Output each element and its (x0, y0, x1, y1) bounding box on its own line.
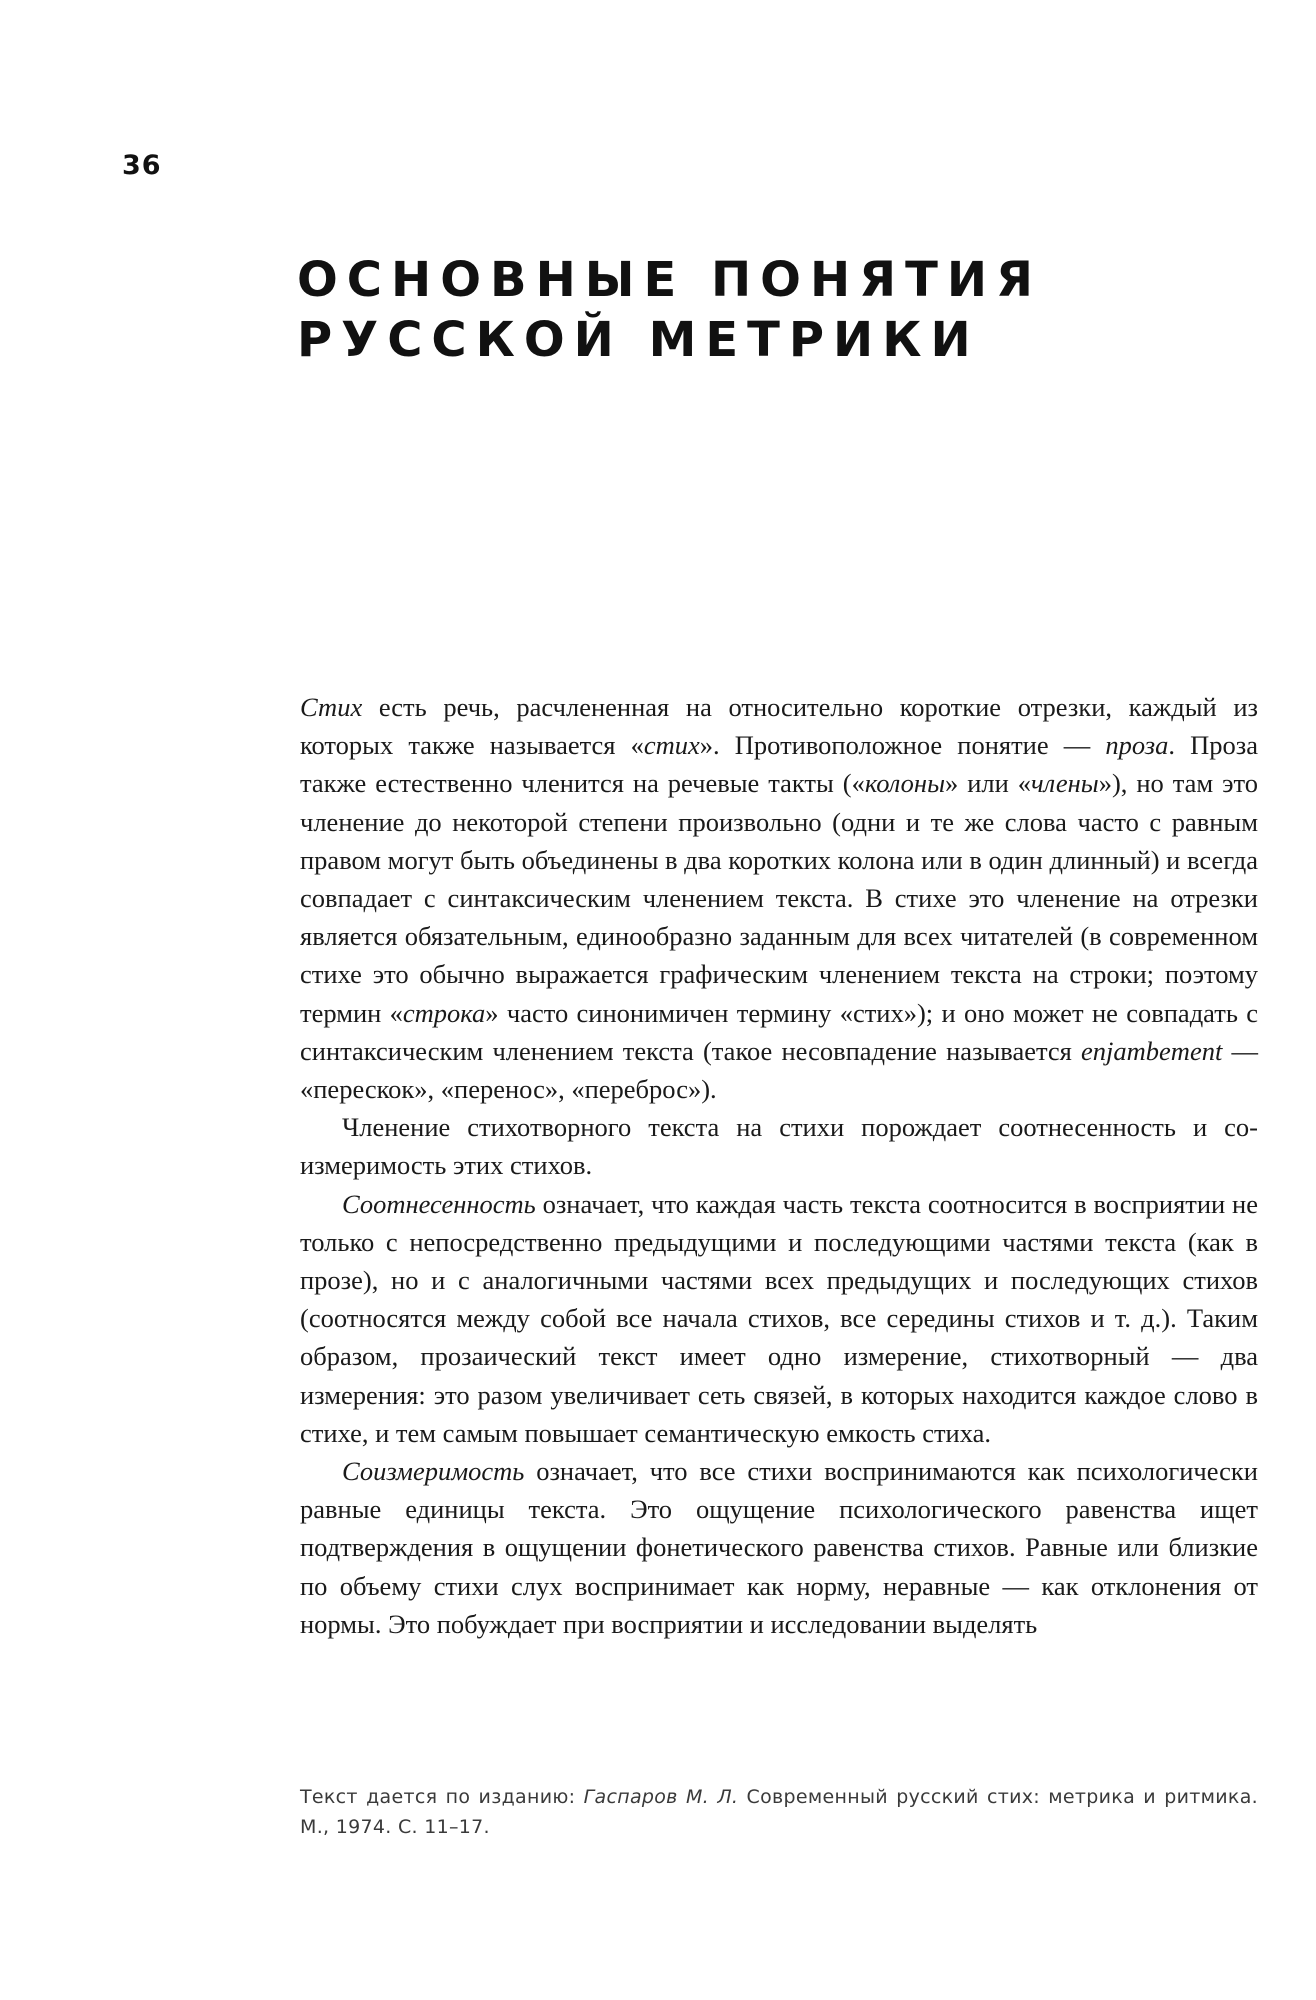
italic-term: Соотнесенность (342, 1188, 536, 1219)
italic-term: Стих (300, 692, 363, 722)
body-text (300, 688, 1258, 1643)
paragraph-3 (300, 1185, 1258, 1452)
text-segment: означает, что каждая часть текста соотносится в восприятии не только с непосредственно предыдущими и последующими частями текста (как в прозе), но и с аналогичными частями всех предыдущих и последующих стихов (соотносятся между собой все начала стихов, все середины стихов и т. д.). Таким образом, прозаический текст имеет одно измерение, стихотворный — два измерения: это разом увеличивает сеть связей, в которых находится каждое слово в стихе, и тем самым повышает семантическую емкость стиха. (300, 1188, 1258, 1448)
paragraph-1 (300, 688, 1258, 1108)
italic-term: стих (643, 730, 700, 761)
paragraph-4 (300, 1452, 1258, 1643)
chapter-title-line-1: ОСНОВНЫЕ ПОНЯТИЯ (297, 252, 1042, 308)
chapter-title (297, 250, 1197, 370)
text-segment: есть речь, расчлененная на относительно короткие отрезки, каждый из которых также называется « (300, 692, 1258, 761)
italic-term: строка (402, 997, 486, 1028)
italic-term: проза (1105, 730, 1169, 761)
text-segment: » или « (945, 768, 1032, 799)
footnote-suffix: Современный русский стих: метрика и ритмика. М., 1974. С. 11–17. (300, 1786, 1258, 1838)
source-footnote (300, 1782, 1258, 1842)
paragraph-2 (300, 1108, 1258, 1184)
chapter-title-line-2: РУССКОЙ МЕТРИКИ (297, 312, 980, 368)
text-segment: — «перескок», «перенос», «переброс»). (300, 1035, 1259, 1105)
italic-term: колоны (864, 768, 946, 799)
text-segment: » часто синонимичен термину «стих»); и оно может не совпадать с синтаксическим членением текста (такое несовпадение называется (300, 997, 1258, 1066)
text-segment: . Проза также естественно членится на речевые такты (« (300, 730, 1258, 799)
italic-term: члены (1031, 768, 1099, 799)
footnote-author: Гаспаров М. Л. (583, 1786, 739, 1808)
italic-term: Соизмеримость (342, 1456, 525, 1487)
text-segment: Членение стихотворного текста на стихи порождает соотнесенность и соизмеримость этих стихов. (300, 1112, 1258, 1181)
text-segment: »), но там это членение до некоторой степени произвольно (одни и те же слова часто с равным правом могут быть объединены в два коротких колона или в один длинный) и всегда совпадает с синтаксическим членением текста. В стихе это членение на отрезки является обязательным, единообразно заданным для всех читателей (в современном стихе это обычно выражается графическим членением текста на строки; поэтому термин « (300, 768, 1258, 1028)
text-segment: означает, что все стихи воспринимаются как психологически равные единицы текста. Это ощущение психологического равенства ищет подтверждения в ощущении фонетического равенства стихов. Равные или близкие по объему стихи слух воспринимает как норму, неравные — как отклонения от нормы. Это побуждает при восприятии и исследовании выделять (300, 1456, 1258, 1639)
footnote-prefix: Текст дается по изданию: (300, 1786, 584, 1808)
page-number: 36 (122, 150, 162, 181)
italic-term: enjambement (1081, 1035, 1223, 1066)
text-segment: ». Противоположное понятие — (699, 730, 1106, 761)
